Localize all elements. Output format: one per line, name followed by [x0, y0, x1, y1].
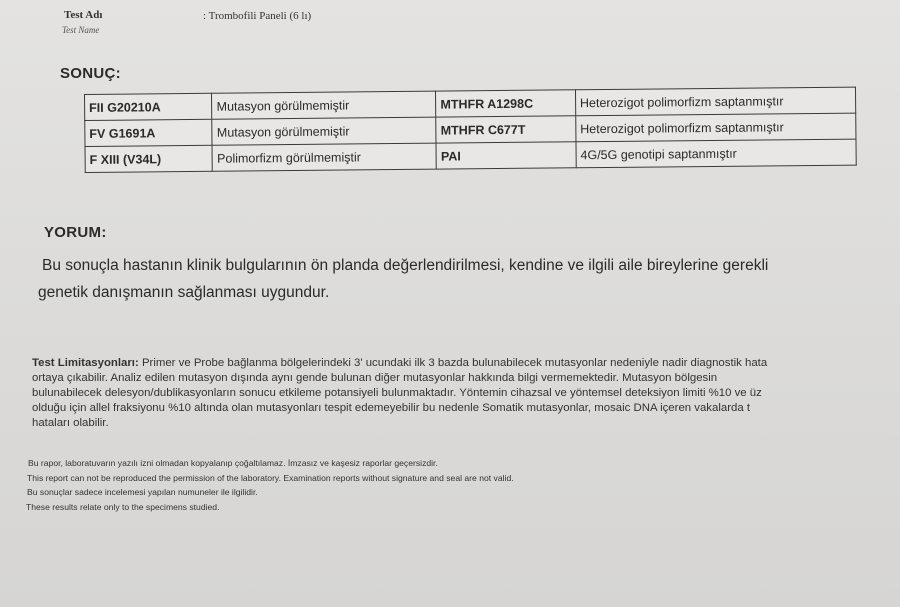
gene-cell: F XIII (V34L): [85, 145, 213, 172]
comment-text: [38, 252, 900, 306]
result-cell: Heterozigot polimorfizm saptanmıştır: [575, 87, 855, 116]
result-cell: Heterozigot polimorfizm saptanmıştır: [576, 113, 856, 142]
gene-cell: MTHFR A1298C: [436, 90, 576, 117]
footer-line: These results relate only to the specimens studied.: [26, 501, 220, 512]
limitations-line: olduğu için allel fraksiyonu %10 altında olan mutasyonları tespit edemeyebilir bu nedenle Somatik mutasyonlar, mosaic DNA içeren vakalarda t: [32, 402, 750, 414]
limitations-line: hataları olabilir.: [32, 417, 109, 429]
footer-line: Bu sonuçlar sadece incelemesi yapılan numuneler ile ilgilidir.: [27, 487, 258, 497]
result-title: SONUÇ:: [60, 65, 121, 82]
limitations-label: Test Limitasyonları:: [32, 357, 139, 369]
comment-line: genetik danışmanın sağlanması uygundur.: [38, 284, 330, 301]
limitations-line: ortaya çıkabilir. Analiz edilen mutasyon dışında aynı gende bulunan diğer mutasyonlar hakkında bilgi vermemektedir. Mutasyon bölgesin: [32, 372, 718, 384]
test-name-value: : Trombofili Paneli (6 lı): [203, 10, 312, 22]
footer-line: This report can not be reproduced the permission of the laboratory. Examination reports without signature and seal are not valid.: [27, 472, 514, 483]
result-cell: Mutasyon görülmemiştir: [212, 91, 436, 119]
test-name-sublabel: Test Name: [62, 25, 100, 35]
comment-title: YORUM:: [44, 224, 107, 241]
gene-cell: PAI: [436, 142, 576, 169]
footer-line: Bu rapor, laboratuvarın yazılı izni olmadan kopyalanıp çoğaltılamaz. İmzasız ve kaşesiz raporlar geçersizdir.: [28, 458, 438, 468]
result-cell: 4G/5G genotipi saptanmıştır: [576, 139, 856, 168]
result-cell: Polimorfizm görülmemiştir: [212, 143, 436, 171]
result-cell: Mutasyon görülmemiştir: [212, 117, 436, 145]
limitations-block: [32, 356, 900, 431]
gene-cell: MTHFR C677T: [436, 116, 576, 143]
limitations-line: bulunabilecek delesyon/dublikasyonların sonucu etkileme potansiyeli bulunmaktadır. Yöntemin cihazsal ve yöntemsel deteksiyon limiti %10 ve üz: [32, 387, 762, 399]
comment-line: Bu sonuçla hastanın klinik bulgularının ön planda değerlendirilmesi, kendine ve ilgili aile bireylerine gerekli: [42, 257, 769, 274]
test-name-label: Test Adı: [64, 9, 103, 21]
gene-cell: FV G1691A: [85, 119, 213, 146]
limitations-line: Primer ve Probe bağlanma bölgelerindeki 3' ucundaki ilk 3 bazda bulunabilecek mutasyonlar nedeniyle nadir diagnostik hata: [141, 357, 768, 369]
footer-notice: [26, 456, 514, 514]
result-table: [84, 87, 857, 173]
gene-cell: FII G20210A: [85, 93, 213, 120]
